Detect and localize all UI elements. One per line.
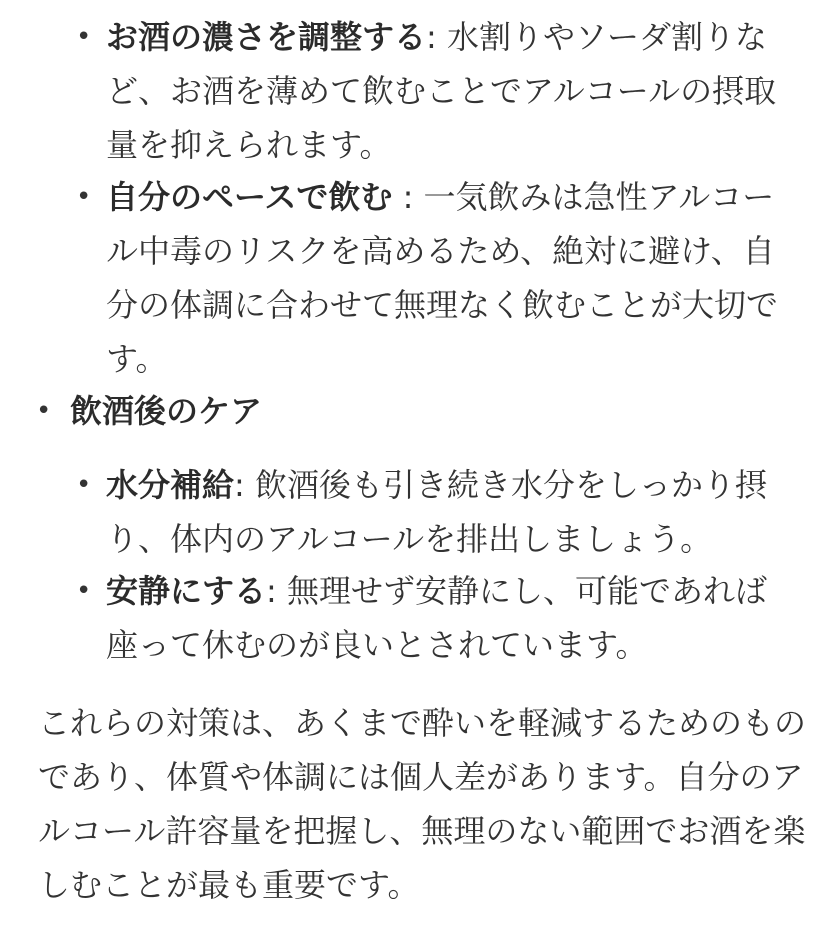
bullet-icon: • [36, 396, 52, 426]
bullet-icon: • [76, 576, 92, 606]
list-item-hydration [76, 458, 796, 566]
list-item-text: : 飲酒後も引き続き水分をしっかり摂り、体内のアルコールを排出しましょう。 [106, 466, 767, 558]
list-item-term: お酒の濃さを調整する [106, 18, 427, 56]
list-item-text: : 一気飲みは急性アルコール中毒のリスクを高めるため、絶対に避け、自分の体調に合わせて無理なく飲むことが大切です。 [106, 178, 779, 378]
list-item-text: : 水割りやソーダ割りなど、お酒を薄めて飲むことでアルコールの摂取量を抑えられます。 [106, 18, 777, 164]
list-item-term: 水分補給 [106, 466, 235, 504]
list-item-rest [76, 564, 796, 672]
list-item-after-care [36, 384, 810, 438]
list-item-term: 安静にする [106, 572, 267, 610]
list-item-text: : 無理せず安静にし、可能であれば座って休むのが良いとされています。 [106, 572, 767, 664]
list-item-own-pace [76, 170, 796, 386]
list-item-adjust-strength [76, 10, 796, 172]
bullet-icon: • [76, 470, 92, 500]
bullet-icon: • [76, 182, 92, 212]
list-item-term: 自分のペースで飲む [106, 178, 393, 216]
closing-paragraph: これらの対策は、あくまで酔いを軽減するためのものであり、体質や体調には個人差があります。自分のアルコール許容量を把握し、無理のない範囲でお酒を楽しむことが最も重要です。 [38, 704, 807, 904]
section-heading: 飲酒後のケア [70, 392, 263, 430]
bullet-icon: • [76, 22, 92, 52]
